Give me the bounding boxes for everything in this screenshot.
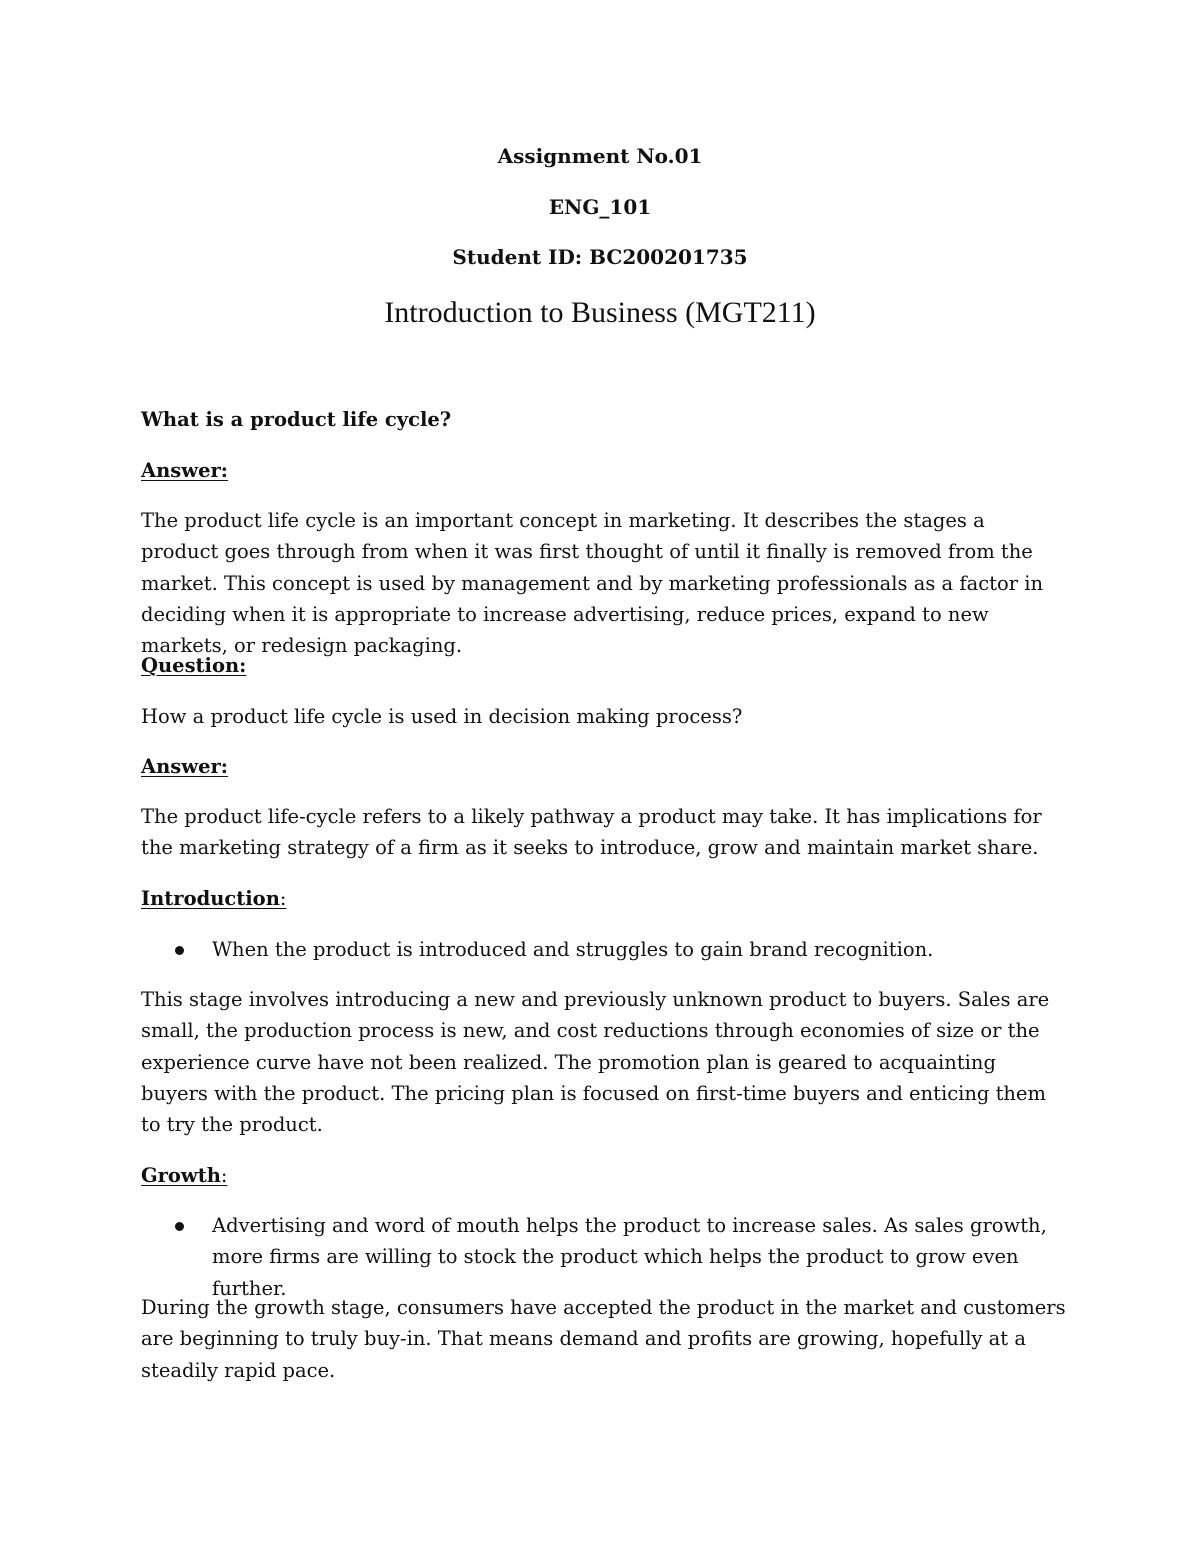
- growth-colon: :: [220, 1164, 228, 1187]
- question-label: Question:: [141, 654, 247, 677]
- growth-label: Growth: [141, 1164, 221, 1187]
- list-item: [141, 934, 1066, 966]
- growth-paragraph: During the growth stage, consumers have accepted the product in the market and customers are beginning to truly buy-in. That means demand and profits are growing, hopefully at a steadily rapid pace.: [141, 1296, 1066, 1382]
- question-heading: What is a product life cycle?: [141, 408, 452, 431]
- introduction-colon: :: [279, 887, 287, 910]
- list-item: [141, 1210, 1066, 1300]
- introduction-heading: [141, 883, 1066, 914]
- growth-heading: [141, 1160, 1066, 1191]
- answer-label: Answer:: [141, 755, 228, 778]
- bullet-icon: [175, 946, 184, 955]
- introduction-paragraph: This stage involves introducing a new and previously unknown product to buyers. Sales are small, the production process is new, and cost reductions through economies of size or the experience curve have not been realized. The promotion plan is geared to acquainting buyers with the product. The pricing plan is focused on first-time buyers and enticing them to try the product.: [141, 988, 1050, 1137]
- bullet-text: Advertising and word of mouth helps the product to increase sales. As sales growth, more firms are willing to stock the product which helps the product to grow even further.: [212, 1214, 1047, 1300]
- answer-paragraph: The product life cycle is an important concept in marketing. It describes the stages a product goes through from when it was first thought of until it finally is removed from the market. This concept is used by management and by marketing professionals as a factor in deciding when it is appropriate to increase advertising, reduce prices, expand to new markets, or redesign packaging.: [141, 509, 1044, 658]
- assignment-heading: Assignment No.01: [497, 144, 703, 168]
- question-text: How a product life cycle is used in decision making process?: [141, 705, 743, 728]
- answer-label: Answer:: [141, 459, 228, 482]
- student-id-heading: Student ID: BC200201735: [452, 245, 748, 269]
- course-title: Introduction to Business (MGT211): [384, 296, 816, 329]
- bullet-text: When the product is introduced and struggles to gain brand recognition.: [212, 938, 934, 961]
- bullet-icon: [175, 1222, 184, 1231]
- course-code-heading: ENG_101: [548, 195, 652, 219]
- answer-paragraph: The product life-cycle refers to a likely pathway a product may take. It has implications for the marketing strategy of a firm as it seeks to introduce, grow and maintain market share.: [141, 805, 1042, 860]
- introduction-label: Introduction: [141, 887, 280, 910]
